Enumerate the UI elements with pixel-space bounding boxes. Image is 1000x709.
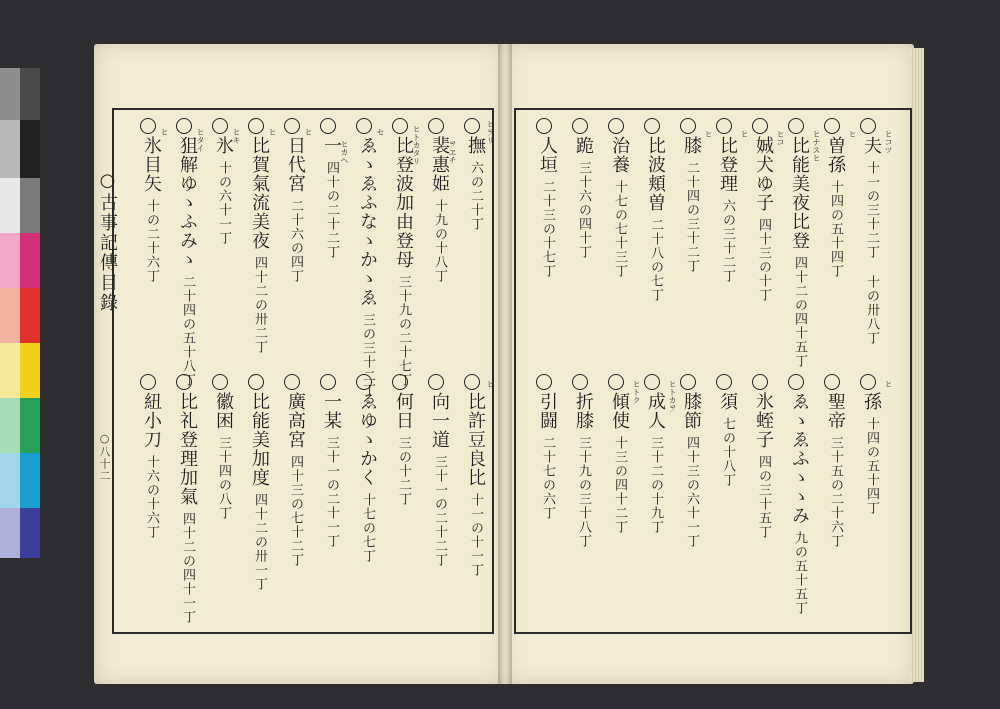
entry-headword: 氷目矢 [141,136,162,193]
entry-reference: 十三の四十二丁 [612,436,627,534]
index-entry [466,392,484,577]
entry-reference: 四十二の卅一丁 [252,493,267,591]
furigana-mark: ヒコ [776,130,785,146]
index-entry [862,136,880,345]
entry-headword: 治養 [609,136,630,174]
entry-reference: 二十六の四丁 [288,199,303,283]
index-entry [646,136,664,302]
index-entry [826,136,844,278]
furigana-mark: ヲヱチ [448,140,457,164]
index-entry [358,392,376,563]
index-entry [646,392,664,534]
entry-headword: 傾使 [609,392,630,430]
entry-ring-mark [428,374,444,390]
entry-headword: 裴惠姫 [429,136,450,193]
index-entry [358,136,376,397]
entry-headword: 比賀氣流美夜 [249,136,270,250]
furigana-mark: ヒナスヒ [812,130,821,162]
entry-reference: 三十五の二十六丁 [828,436,843,548]
entry-reference: 四十三の七十二丁 [288,455,303,567]
furigana-mark: ヒ [848,130,857,138]
entry-reference: 十一の三十二丁 十の卅八丁 [864,161,879,345]
color-calibration-strip [0,68,40,558]
entry-reference: 十六の十六丁 [144,455,159,539]
entry-headword: 比登理 [717,136,738,193]
index-entry [574,392,592,548]
entry-ring-mark [356,118,372,134]
index-entry [214,136,232,245]
entry-headword: 何日 [393,392,414,430]
entry-reference: 七の十八丁 [720,417,735,487]
furigana-mark: ヒ [704,130,713,138]
furigana-mark: セ [376,128,385,136]
entry-ring-mark [320,374,336,390]
entry-ring-mark [212,118,228,134]
entry-reference: 十の二十六丁 [144,199,159,283]
index-entry [682,392,700,548]
index-entry [790,392,808,615]
index-entry [790,136,808,368]
entry-headword: 氷蛭子 [753,392,774,449]
entry-headword: 廣高宮 [285,392,306,449]
entry-headword: 比能美加度 [249,392,270,487]
entry-ring-mark [824,118,840,134]
entry-reference: 三の三十二丁 [360,313,375,397]
index-entry [538,392,556,520]
entry-headword: 膝節 [681,392,702,430]
entry-headword: 膝 [681,136,702,155]
entry-reference: 十一の十一丁 [468,493,483,577]
furigana-mark: ヒ [486,380,495,388]
entry-ring-mark [392,118,408,134]
entry-headword: 紐小刀 [141,392,162,449]
entry-reference: 三十四の八丁 [216,436,231,520]
index-entry [250,392,268,591]
index-entry [862,392,880,515]
entry-reference: 四十二の卅二丁 [252,256,267,354]
entry-reference: 十の六十一丁 [216,161,231,245]
index-entry [718,136,736,283]
entry-headword: 曽孫 [825,136,846,174]
entry-reference: 四十二の四十一丁 [180,512,195,624]
entry-headword: 向一道 [429,392,450,449]
entry-ring-mark [680,118,696,134]
index-entry [754,392,772,539]
book-gutter [498,44,512,684]
index-entry [322,136,340,259]
index-entry [142,136,160,283]
entry-headword: 孫 [861,392,882,411]
index-entry [754,136,772,302]
index-entry [394,136,412,387]
index-entry [322,392,340,548]
index-entry [394,392,412,506]
entry-reference: 九の五十五丁 [792,531,807,615]
furigana-mark: ヒカヘ [340,140,349,164]
entry-headword: ゑゆゝかく [357,392,378,487]
furigana-mark: ヒトカヲ [668,380,677,412]
index-entry [538,136,556,278]
entry-ring-mark [824,374,840,390]
furigana-mark: ヒヲリ [486,120,495,144]
entry-ring-mark [212,374,228,390]
index-entry [610,136,628,278]
entry-reference: 四十三の十丁 [756,218,771,302]
entry-ring-mark [788,374,804,390]
furigana-mark: ヒキ [232,128,241,144]
entry-ring-mark [176,374,192,390]
entry-reference: 三十九の二十七丁 [396,275,411,387]
entry-ring-mark [428,118,444,134]
entry-reference: 二十八の七丁 [648,218,663,302]
entry-headword: 氷 [213,136,234,155]
entry-ring-mark [248,374,264,390]
index-entry [574,136,592,259]
furigana-mark: ヒ [268,128,277,136]
index-entry [682,136,700,273]
entry-headword: 聖帝 [825,392,846,430]
entry-headword: 狙解ゆゝふみゝ [177,136,198,269]
entry-ring-mark [464,374,480,390]
entry-headword: 須 [717,392,738,411]
entry-ring-mark [860,374,876,390]
entry-ring-mark [140,374,156,390]
entry-ring-mark [536,374,552,390]
page-edges [910,48,924,682]
entry-reference: 三十一の二十二丁 [432,455,447,567]
entry-ring-mark [644,374,660,390]
entry-headword: 比登波加由登母 [393,136,414,269]
index-entry [142,392,160,539]
furigana-mark: ヒ [304,128,313,136]
furigana-mark: ヒ [160,128,169,136]
entry-ring-mark [716,374,732,390]
entry-headword: 徽困 [213,392,234,430]
entry-ring-mark [716,118,732,134]
entry-reference: 二十四の五十八丁 [180,275,195,387]
index-entry [250,136,268,354]
entry-headword: 一 [321,136,342,155]
entry-ring-mark [752,374,768,390]
index-entry [178,392,196,624]
entry-reference: 十四の五十四丁 [864,417,879,515]
index-entry [610,392,628,534]
entry-headword: ゑゝゑふなゝかゝゑ [357,136,378,307]
entry-headword: 引闘 [537,392,558,430]
entry-headword: 娍犬ゆ子 [753,136,774,212]
entry-reference: 四十二の四十五丁 [792,256,807,368]
entry-ring-mark [320,118,336,134]
entry-ring-mark [536,118,552,134]
entry-ring-mark [680,374,696,390]
furigana-mark: ヒタイ [196,128,205,152]
entry-ring-mark [176,118,192,134]
entry-reference: 三の十二丁 [396,436,411,506]
entry-reference: 二十三の十七丁 [540,180,555,278]
entry-ring-mark [608,118,624,134]
entry-reference: 四の三十五丁 [756,455,771,539]
entry-ring-mark [248,118,264,134]
entry-ring-mark [752,118,768,134]
entry-reference: 四十の二十二丁 [324,161,339,259]
entry-ring-mark [284,118,300,134]
entry-ring-mark [788,118,804,134]
index-entry [286,136,304,283]
furigana-mark: ヒ [740,130,749,138]
entry-reference: 三十六の四十丁 [576,161,591,259]
entry-reference: 二十四の三十二丁 [684,161,699,273]
entry-ring-mark [284,374,300,390]
entry-reference: 三十一の二十一丁 [324,436,339,548]
entry-ring-mark [464,118,480,134]
entry-reference: 十四の五十四丁 [828,180,843,278]
page-number: ○八十二 [98,432,111,482]
entry-ring-mark [644,118,660,134]
index-entry [430,392,448,567]
entry-reference: 三十二の十九丁 [648,436,663,534]
entry-reference: 十七の七丁 [360,493,375,563]
entry-ring-mark [608,374,624,390]
entry-headword: 人垣 [537,136,558,174]
index-entry [178,136,196,387]
entry-ring-mark [140,118,156,134]
entry-headword: 夫 [861,136,882,155]
furigana-mark: ヒ [884,380,893,388]
entry-headword: 折膝 [573,392,594,430]
entry-ring-mark [860,118,876,134]
margin-title: ○古事記傳目錄 [97,170,118,313]
index-entry [430,136,448,283]
entry-ring-mark [356,374,372,390]
entry-reference: 十七の七十三丁 [612,180,627,278]
entry-reference: 六の二十丁 [468,161,483,231]
entry-headword: 比能美夜比登 [789,136,810,250]
entry-ring-mark [392,374,408,390]
index-entry [826,392,844,548]
index-entry [214,392,232,520]
index-entry [466,136,484,231]
entry-reference: 六の三十二丁 [720,199,735,283]
entry-reference: 十九の十八丁 [432,199,447,283]
entry-ring-mark [572,118,588,134]
entry-reference: 二十七の六丁 [540,436,555,520]
furigana-mark: ヒトカタリ [412,125,421,165]
entry-headword: ゑゝゑふゝゝみ [789,392,810,525]
index-entry [718,392,736,487]
entry-headword: 比許豆良比 [465,392,486,487]
entry-headword: 一某 [321,392,342,430]
index-entry [286,392,304,567]
entry-headword: 成人 [645,392,666,430]
entry-headword: 跪 [573,136,594,155]
entry-headword: 日代宮 [285,136,306,193]
furigana-mark: ヒトク [632,380,641,404]
entry-reference: 三十九の三十八丁 [576,436,591,548]
entry-reference: 四十三の六十一丁 [684,436,699,548]
entry-ring-mark [572,374,588,390]
entry-headword: 撫 [465,136,486,155]
entry-headword: 比波頬曽 [645,136,666,212]
furigana-mark: ヒコツ [884,130,893,154]
entry-headword: 比礼登理加氣 [177,392,198,506]
